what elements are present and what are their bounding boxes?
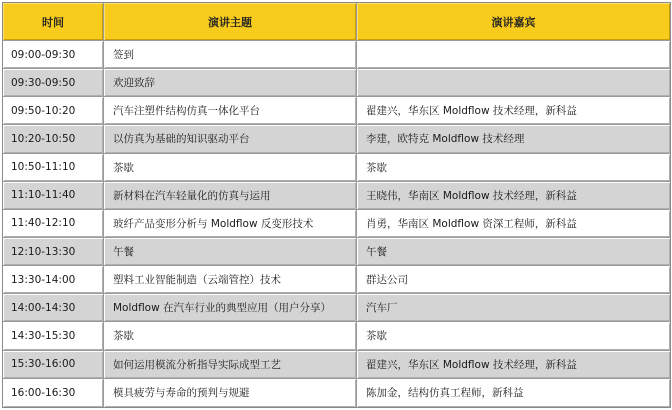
table-row — [3, 182, 670, 210]
topic-cell: 玻纤产品变形分析与 Moldflow 反变形技术 — [104, 210, 357, 238]
time-cell: 09:00-09:30 — [3, 41, 104, 69]
speaker-cell — [357, 69, 670, 97]
topic-cell: 新材料在汽车轻量化的仿真与运用 — [104, 182, 357, 210]
time-cell: 16:00-16:30 — [3, 379, 104, 407]
table-row — [3, 97, 670, 125]
time-cell: 14:30-15:30 — [3, 322, 104, 350]
header-speaker: 演讲嘉宾 — [357, 3, 670, 41]
table-row — [3, 351, 670, 379]
topic-cell: 签到 — [104, 41, 357, 69]
topic-cell: 茶歇 — [104, 322, 357, 350]
speaker-cell: 汽车厂 — [357, 294, 670, 322]
header-time: 时间 — [3, 3, 104, 41]
topic-cell: 如何运用模流分析指导实际成型工艺 — [104, 351, 357, 379]
topic-cell: 欢迎致辞 — [104, 69, 357, 97]
speaker-cell: 李建，欧特克 Moldflow 技术经理 — [357, 125, 670, 153]
time-cell: 13:30-14:00 — [3, 266, 104, 294]
table-row — [3, 238, 670, 266]
topic-cell: 汽车注塑件结构仿真一体化平台 — [104, 97, 357, 125]
speaker-cell: 群达公司 — [357, 266, 670, 294]
table-row — [3, 266, 670, 294]
time-cell: 11:40-12:10 — [3, 210, 104, 238]
table-row — [3, 322, 670, 350]
topic-cell: 塑料工业智能制造（云端管控）技术 — [104, 266, 357, 294]
topic-cell: 午餐 — [104, 238, 357, 266]
time-cell: 10:20-10:50 — [3, 125, 104, 153]
time-cell: 11:10-11:40 — [3, 182, 104, 210]
table-row — [3, 69, 670, 97]
topic-cell: 模具疲劳与寿命的预判与规避 — [104, 379, 357, 407]
header-topic: 演讲主题 — [104, 3, 357, 41]
speaker-cell: 肖勇，华南区 Moldflow 资深工程师，新科益 — [357, 210, 670, 238]
speaker-cell — [357, 41, 670, 69]
speaker-cell: 午餐 — [357, 238, 670, 266]
speaker-cell: 陈加金，结构仿真工程师，新科益 — [357, 379, 670, 407]
speaker-cell: 翟建兴，华东区 Moldflow 技术经理，新科益 — [357, 97, 670, 125]
topic-cell: Moldflow 在汽车行业的典型应用（用户分享） — [104, 294, 357, 322]
table-row — [3, 125, 670, 153]
speaker-cell: 王晓伟，华南区 Moldflow 技术经理，新科益 — [357, 182, 670, 210]
speaker-cell: 翟建兴，华东区 Moldflow 技术经理，新科益 — [357, 351, 670, 379]
topic-cell: 茶歇 — [104, 154, 357, 182]
time-cell: 15:30-16:00 — [3, 351, 104, 379]
table-row — [3, 41, 670, 69]
table-row — [3, 154, 670, 182]
speaker-cell: 茶歇 — [357, 322, 670, 350]
time-cell: 14:00-14:30 — [3, 294, 104, 322]
agenda-body — [3, 41, 670, 407]
time-cell: 10:50-11:10 — [3, 154, 104, 182]
speaker-cell: 茶歇 — [357, 154, 670, 182]
time-cell: 09:30-09:50 — [3, 69, 104, 97]
table-row — [3, 379, 670, 407]
table-row — [3, 210, 670, 238]
agenda-table — [2, 2, 671, 408]
time-cell: 12:10-13:30 — [3, 238, 104, 266]
agenda-header — [3, 3, 670, 41]
topic-cell: 以仿真为基础的知识驱动平台 — [104, 125, 357, 153]
time-cell: 09:50-10:20 — [3, 97, 104, 125]
header-row — [3, 3, 670, 41]
table-row — [3, 294, 670, 322]
